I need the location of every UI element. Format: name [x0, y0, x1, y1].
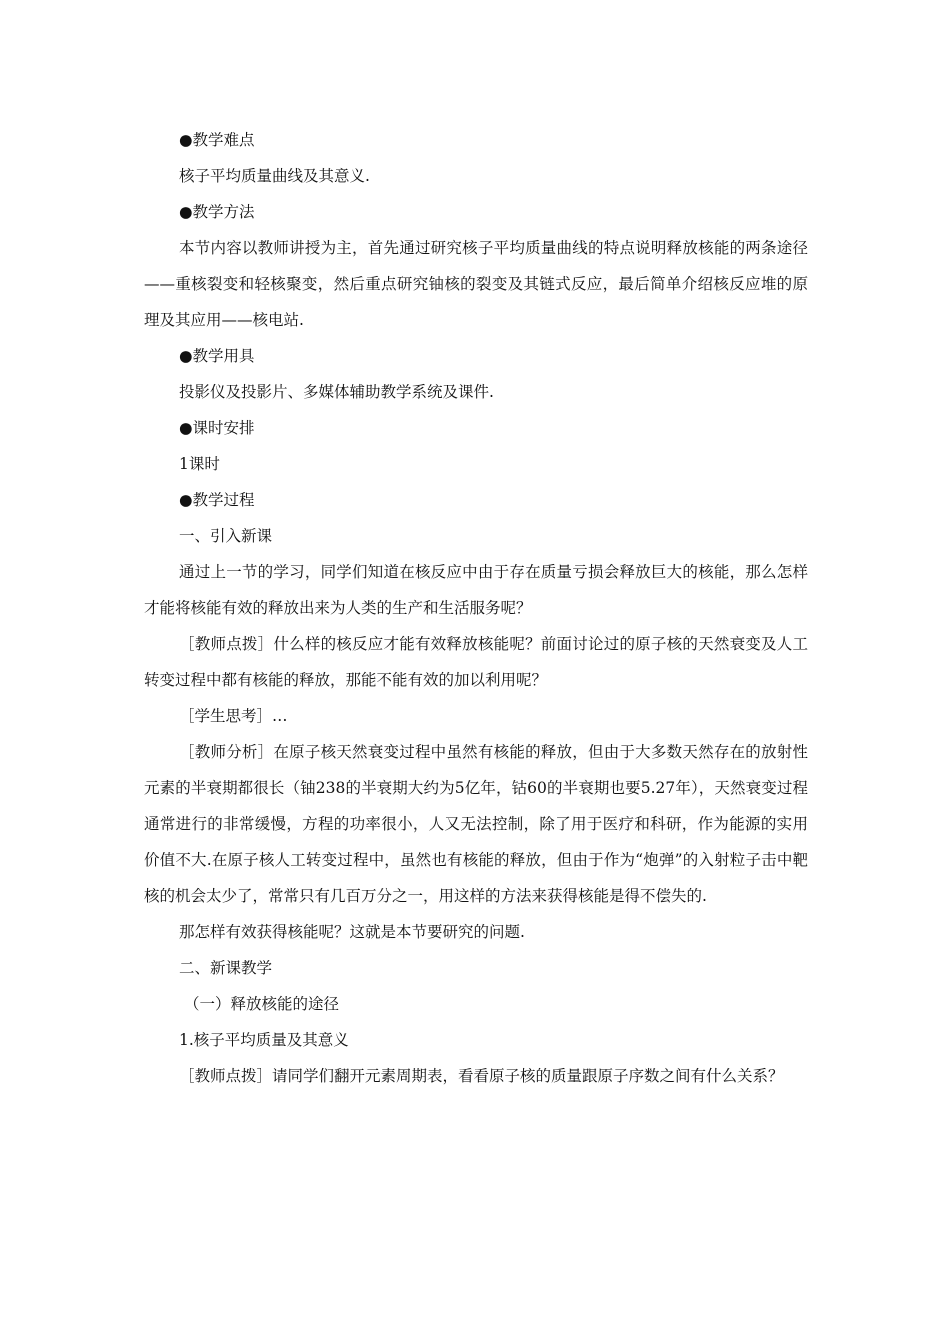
teacher-hint-paragraph-2: ［教师点拨］请同学们翻开元素周期表，看看原子核的质量跟原子序数之间有什么关系？ [179, 1067, 784, 1085]
teacher-hint-paragraph-1: ［教师点拨］什么样的核反应才能有效释放核能呢？前面讨论过的原子核的天然衰变及人工转变过程中都有核能的释放，那能不能有效的加以利用呢？ [144, 635, 808, 689]
student-think-line: ［学生思考］… [179, 707, 288, 725]
heading-class-schedule: ●课时安排 [179, 419, 255, 437]
subsection-release-energy-heading: （一）释放核能的途径 [184, 995, 340, 1013]
heading-teaching-tools: ●教学用具 [179, 347, 255, 365]
question-line: 那怎样有效获得核能呢？这就是本节要研究的问题. [179, 923, 525, 941]
heading-teaching-method: ●教学方法 [179, 203, 255, 221]
tools-text: 投影仪及投影片、多媒体辅助教学系统及课件. [179, 383, 494, 401]
teacher-analysis-paragraph: ［教师分析］在原子核天然衰变过程中虽然有核能的释放，但由于大多数天然存在的放射性元素的半衰期都很长（铀238的半衰期大约为5亿年，钴60的半衰期也要5.27年），天然衰变过程通常进行的非常缓慢，方程的功率很小，人又无法控制，除了用于医疗和科研，作为能源的实用价值不大.在原子核人工转变过程中，虽然也有核能的释放，但由于作为“炮弹”的入射粒子击中靶核的机会太少了，常常只有几百万分之一，用这样的方法来获得核能是得不偿失的. [144, 743, 808, 905]
item-nucleon-mass-heading: 1.核子平均质量及其意义 [179, 1031, 349, 1049]
difficulty-text: 核子平均质量曲线及其意义. [179, 167, 370, 185]
document-page [144, 122, 808, 1094]
section-new-lesson-heading: 二、新课教学 [179, 959, 273, 977]
method-paragraph: 本节内容以教师讲授为主，首先通过研究核子平均质量曲线的特点说明释放核能的两条途径——重核裂变和轻核聚变，然后重点研究铀核的裂变及其链式反应，最后简单介绍核反应堆的原理及其应用——核电站. [144, 239, 808, 329]
schedule-text: 1课时 [179, 455, 220, 473]
heading-teaching-process: ●教学过程 [179, 491, 255, 509]
heading-teaching-difficulty: ●教学难点 [179, 131, 255, 149]
intro-paragraph: 通过上一节的学习，同学们知道在核反应中由于存在质量亏损会释放巨大的核能，那么怎样才能将核能有效的释放出来为人类的生产和生活服务呢？ [144, 563, 808, 617]
section-intro-heading: 一、引入新课 [179, 527, 273, 545]
